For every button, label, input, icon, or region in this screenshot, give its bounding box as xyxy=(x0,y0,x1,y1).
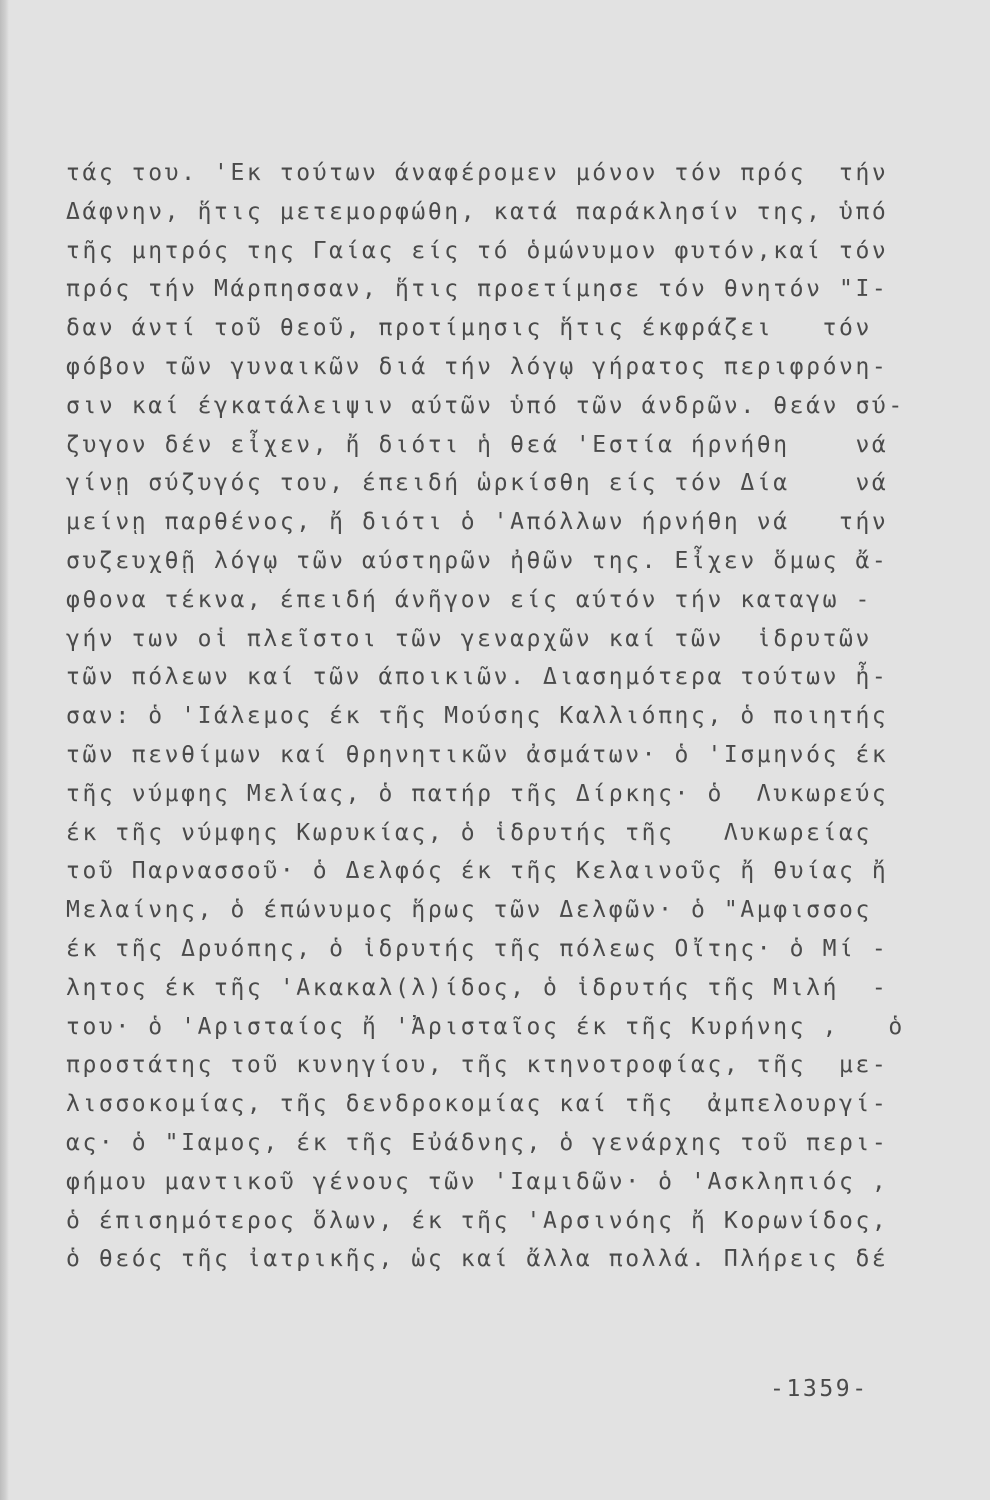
text-line: γήν των οἱ πλεῖστοι τῶν γεναρχῶν καί τῶν ἱδρυτῶν xyxy=(66,625,872,652)
text-line: έκ τῆς νύμφης Κωρυκίας, ὁ ἱδρυτής τῆς Λυκωρείας xyxy=(66,819,872,846)
text-line: φθονα τέκνα, έπειδή άνῆγον είς αύτόν τήν καταγω - xyxy=(66,586,872,613)
text-line: τῶν πόλεων καί τῶν άποικιῶν. Διασημότερα τούτων ἦ- xyxy=(66,664,889,691)
text-line: λητος έκ τῆς 'Ακακαλ(λ)ίδος, ὁ ἱδρυτής τῆς Μιλή - xyxy=(66,974,889,1001)
page-left-edge xyxy=(0,0,9,1500)
page-number: -1359- xyxy=(770,1376,869,1402)
text-line: τῆς νύμφης Μελίας, ὁ πατήρ τῆς Δίρκης· ὁ Λυκωρεύς xyxy=(66,780,889,807)
text-line: προστάτης τοῦ κυνηγίου, τῆς κτηνοτροφίας, τῆς με- xyxy=(66,1052,889,1079)
text-line: έκ τῆς Δρυόπης, ὁ ἱδρυτής τῆς πόλεως Οἴτης· ὁ Μί - xyxy=(66,935,889,962)
text-line: σαν: ὁ 'Ιάλεμος έκ τῆς Μούσης Καλλιόπης, ὁ ποιητής xyxy=(66,703,889,730)
text-line: ὁ θεός τῆς ἰατρικῆς, ὡς καί ἄλλα πολλά. Πλήρεις δέ xyxy=(66,1246,889,1273)
text-line: φόβον τῶν γυναικῶν διά τήν λόγῳ γήρατος περιφρόνη- xyxy=(66,353,889,380)
text-line: Δάφνην, ἥτις μετεμορφώθη, κατά παράκλησίν της, ὑπό xyxy=(66,198,889,225)
text-line: τῆς μητρός της Γαίας είς τό ὁμώνυμον φυτόν,καί τόν xyxy=(66,237,889,264)
text-line: λισσοκομίας, τῆς δενδροκομίας καί τῆς ἀμπελουργί- xyxy=(66,1091,889,1118)
body-text xyxy=(66,154,926,1279)
text-line: ὁ έπισημότερος ὅλων, έκ τῆς 'Αρσινόης ἤ Κορωνίδος, xyxy=(66,1207,889,1234)
text-line: ας· ὁ "Ιαμος, έκ τῆς Εὐάδνης, ὁ γενάρχης τοῦ περι- xyxy=(66,1129,889,1156)
text-line: συζευχθῇ λόγῳ τῶν αύστηρῶν ἠθῶν της. Εἶχεν ὅμως ἄ- xyxy=(66,547,889,574)
text-line: τῶν πενθίμων καί θρηνητικῶν ἀσμάτων· ὁ 'Ισμηνός έκ xyxy=(66,741,889,768)
text-line: φήμου μαντικοῦ γένους τῶν 'Ιαμιδῶν· ὁ 'Ασκληπιός , xyxy=(66,1168,889,1195)
text-line: δαν άντί τοῦ θεοῦ, προτίμησις ἥτις έκφράζει τόν xyxy=(66,315,872,342)
text-line: σιν καί έγκατάλειψιν αύτῶν ὑπό τῶν άνδρῶν. θεάν σύ- xyxy=(66,392,905,419)
text-line: Μελαίνης, ὁ έπώνυμος ἥρως τῶν Δελφῶν· ὁ "Αμφισσος xyxy=(66,897,872,924)
text-line: ζυγον δέν εἶχεν, ἤ διότι ἡ θεά 'Εστία ήρνήθη νά xyxy=(66,431,889,458)
text-line: γίνῃ σύζυγός του, έπειδή ὡρκίσθη είς τόν Δία νά xyxy=(66,470,889,497)
text-line: τάς του. 'Εκ τούτων άναφέρομεν μόνον τόν πρός τήν xyxy=(66,160,889,186)
text-line: πρός τήν Μάρπησσαν, ἥτις προετίμησε τόν θνητόν "Ι- xyxy=(66,276,889,303)
text-line: του· ὁ 'Αρισταίος ἤ 'Ἀρισταῖος έκ τῆς Κυρήνης , ὁ xyxy=(66,1013,905,1040)
text-line: τοῦ Παρνασσοῦ· ὁ Δελφός έκ τῆς Κελαινοῦς ἤ θυίας ἤ xyxy=(66,858,889,885)
text-line: μείνῃ παρθένος, ἤ διότι ὁ 'Απόλλων ήρνήθη νά τήν xyxy=(66,509,889,536)
